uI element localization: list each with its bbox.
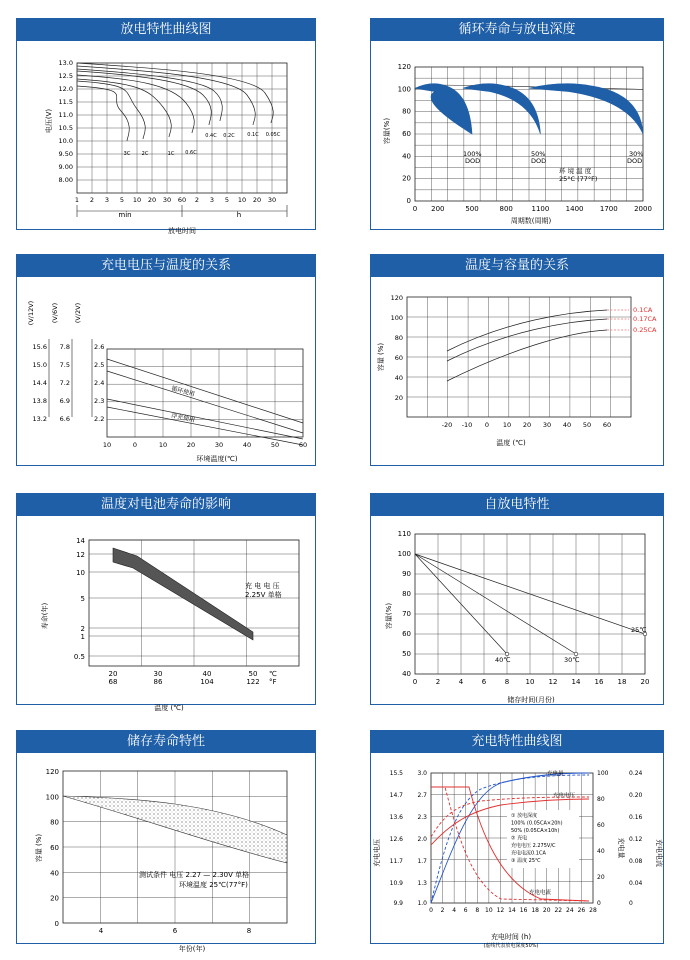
y-cur-tick: 0.16 <box>629 814 643 821</box>
label-50: 50% <box>531 150 546 158</box>
y6-tick: 7.8 <box>59 343 70 351</box>
panel-title: 循环寿命与放电深度 <box>371 19 663 41</box>
y-cap-tick: 60 <box>597 822 605 829</box>
y12-tick: 14.4 <box>32 379 47 387</box>
y-tick-label: 11.5 <box>58 98 73 106</box>
dod-band <box>415 84 472 134</box>
y-tick-label: 100 <box>397 550 411 558</box>
x-tick-label: 2 <box>435 678 441 686</box>
life-band <box>113 548 253 640</box>
right-axis-capacity-label: 充电量 <box>617 837 625 859</box>
series-label: 25℃ <box>631 626 647 634</box>
x-tick-label: 1100 <box>531 205 550 213</box>
y2-tick: 2.4 <box>94 379 105 387</box>
y-tick-label: 20 <box>50 894 59 903</box>
y-v2-tick: 3.0 <box>417 770 427 777</box>
x-tick-label: 28 <box>589 907 597 914</box>
y-axis-label: 寿命(年) <box>41 602 49 630</box>
chart-temp-capacity <box>371 277 663 465</box>
y-tick-label: 100 <box>45 793 59 802</box>
y-cap-tick: 20 <box>597 874 605 881</box>
x-tick-label: 6 <box>463 907 468 914</box>
panel-charge <box>370 730 664 949</box>
y6-tick: 6.9 <box>59 397 70 405</box>
x-tick-label: 40 <box>562 421 572 429</box>
y-tick-label: 60 <box>402 130 411 138</box>
x-tick-label: 0 <box>484 421 490 429</box>
x-tick-label: 3 <box>209 196 215 204</box>
x-tick-label: 2000 <box>634 205 652 213</box>
x-axis-label: 储存时间(月份) <box>507 696 555 704</box>
y-tick-label: 0.5 <box>73 653 85 661</box>
panel-title: 充电特性曲线图 <box>371 731 663 753</box>
y-v2-tick: 1.3 <box>417 880 427 887</box>
axis-label-6v: (V/6V) <box>51 302 59 324</box>
y-tick-label: 0 <box>54 920 59 928</box>
y2-tick: 2.5 <box>94 361 105 369</box>
right-axis-current-label: 充电电流 <box>655 839 663 867</box>
series-label: 0.1CA <box>633 306 653 314</box>
panel-discharge <box>16 18 316 235</box>
capacity-curve <box>447 330 607 381</box>
y-v2-tick: 1.7 <box>417 858 427 865</box>
series-label: 40℃ <box>495 656 511 664</box>
y-tick-label: 40 <box>402 670 411 678</box>
y-axis-label: 容量 (%) <box>377 342 385 372</box>
chart-discharge <box>17 41 315 235</box>
series-label: 0.2C <box>223 133 235 139</box>
panel-storage <box>16 730 316 953</box>
x-tick-label: 20 <box>252 196 262 204</box>
legend-line: 充电电流0.1CA <box>511 850 546 857</box>
panel-temp-capacity <box>370 254 664 466</box>
x-tick-label: 1400 <box>565 205 584 213</box>
series-label: 3C <box>123 151 131 157</box>
y-tick-label: 8.00 <box>58 176 73 184</box>
y-cur-tick: 0.08 <box>629 858 643 865</box>
y-v12-tick: 15.5 <box>389 770 403 777</box>
x-tick-label: 10 <box>102 441 112 449</box>
x-tick-label: 5 <box>224 196 230 204</box>
legend-line: 100% (0.05CA×20h) <box>511 820 563 827</box>
y-tick-label: 2 <box>80 625 85 633</box>
y-tick-label: 110 <box>397 530 411 538</box>
y-cap-tick: 0 <box>597 900 601 907</box>
y-tick-label: 40 <box>50 869 59 878</box>
y-v12-tick: 12.6 <box>389 836 403 843</box>
legend-line: ③ 温度 25℃ <box>511 858 541 864</box>
y-tick-label: 10.5 <box>58 124 73 132</box>
x-tick-c: 30 <box>153 670 163 678</box>
y-tick-label: 50 <box>402 650 411 658</box>
label-30-dod: DOD <box>627 157 643 165</box>
x-tick-label: 18 <box>531 907 539 914</box>
legend-line: 50% (0.05CA×10h) <box>511 828 560 834</box>
unit-f: °F <box>269 678 277 686</box>
y-tick-label: 80 <box>394 334 403 342</box>
x-tick-label: 5 <box>119 196 125 204</box>
y-v12-tick: 13.6 <box>389 814 403 821</box>
y12-tick: 15.0 <box>32 361 47 369</box>
y-axis-label: 容量 (%) <box>35 833 43 863</box>
y12-tick: 13.8 <box>32 397 47 405</box>
y-axis-label: 容量(%) <box>385 602 393 630</box>
y-tick-label: 12 <box>76 551 85 559</box>
y-v2-tick: 2.0 <box>417 836 427 843</box>
y-tick-label: 120 <box>45 768 59 776</box>
x-tick-label: 18 <box>617 678 627 686</box>
x-tick-label: 60 <box>177 196 187 204</box>
capacity-curve <box>447 310 607 351</box>
left-axis-label: 充电电压 <box>373 839 381 867</box>
y-tick-label: 120 <box>390 294 403 302</box>
y-tick-label: 80 <box>402 107 411 116</box>
x-tick-f: 68 <box>108 678 118 686</box>
x-tick-label: 2 <box>194 196 200 204</box>
x-axis-label: 充电时间 (h) <box>490 933 532 941</box>
x-tick-label: 1 <box>74 196 80 204</box>
discharge-curve <box>77 86 129 141</box>
label-50-dod: DOD <box>531 157 547 165</box>
panel-title: 放电特性曲线图 <box>17 19 315 41</box>
unit-c: ℃ <box>269 670 277 678</box>
panel-title: 储存寿命特性 <box>17 731 315 753</box>
legend-line: 充电电压 2.275V/C <box>511 843 556 849</box>
x-tick-label: 2 <box>89 196 95 204</box>
y-tick-label: 10 <box>76 569 85 577</box>
y-tick-label: 100 <box>397 85 411 94</box>
series-label-voltage: 充电电压 <box>553 793 576 799</box>
y-axis-label: 容量(%) <box>383 117 391 145</box>
panel-temp-life <box>16 493 316 712</box>
x-tick-label: 50 <box>270 441 280 449</box>
x-axis-label: 环境温度(℃) <box>196 455 238 463</box>
env-label: 环 境 温 度 <box>559 167 592 175</box>
x-tick-label: 4 <box>458 678 464 686</box>
y-cur-tick: 0.20 <box>629 792 643 799</box>
x-tick-label: 50 <box>582 421 592 429</box>
x-tick-c: 50 <box>248 670 258 678</box>
y2-tick: 2.2 <box>94 415 105 423</box>
x-tick-label: 30 <box>267 196 277 204</box>
x-tick-label: 2 <box>440 907 445 914</box>
y-tick-label: 80 <box>402 590 411 598</box>
panel-charge-volt-temp <box>16 254 316 466</box>
y-v2-tick: 2.7 <box>417 792 427 799</box>
series-label-current: 充电电流 <box>529 890 552 896</box>
x-axis-label: 放电时间 <box>168 227 196 235</box>
x-tick-label: 20 <box>522 421 532 429</box>
y6-tick: 6.6 <box>59 415 70 423</box>
x-tick-label: 22 <box>554 907 563 914</box>
x-tick-label: 800 <box>499 205 513 213</box>
y-tick-label: 80 <box>50 818 59 827</box>
chart-cycle <box>371 41 663 229</box>
y-tick-label: 100 <box>390 314 403 322</box>
x-tick-label: 40 <box>242 441 252 449</box>
float-lower <box>107 407 303 445</box>
x-tick-label: 4 <box>98 927 104 935</box>
y-cur-tick: 0.12 <box>629 836 643 843</box>
x-tick-label: 30 <box>162 196 172 204</box>
x-tick-label: 200 <box>431 205 445 213</box>
y12-tick: 13.2 <box>32 415 47 423</box>
dod-band <box>463 84 541 134</box>
y-tick-label: 13.0 <box>58 59 73 67</box>
annotation-voltage-value: 2.25V 单格 <box>245 591 282 599</box>
x-tick-label: -10 <box>461 421 473 429</box>
chart-charge-volt-temp <box>17 277 315 465</box>
panel-title: 充电电压与温度的关系 <box>17 255 315 277</box>
x-tick-label: 1700 <box>599 205 618 213</box>
x-tick-label: 20 <box>147 196 157 204</box>
x-tick-label: 10 <box>158 441 168 449</box>
y-cur-tick: 0.24 <box>629 770 643 777</box>
label-100: 100% <box>463 150 482 158</box>
chart-temp-life <box>17 516 315 712</box>
x-tick-label: 8 <box>475 907 480 914</box>
y-tick-label: 20 <box>394 394 403 402</box>
x-group-h: h <box>236 211 242 219</box>
series-label: 0.17CA <box>633 315 657 323</box>
y-cap-tick: 100 <box>597 770 609 777</box>
cycle-upper <box>107 359 303 423</box>
x-tick-label: 14 <box>508 907 516 914</box>
x-axis-label: 周期数(周期) <box>510 217 552 225</box>
y-tick-label: 12.0 <box>58 85 73 93</box>
x-tick-label: 24 <box>566 907 574 914</box>
float-upper <box>107 399 303 439</box>
y-tick-label: 60 <box>394 354 403 362</box>
x-tick-label: 20 <box>542 907 551 914</box>
y-v12-tick: 11.7 <box>389 858 403 865</box>
y-tick-label: 90 <box>402 570 411 578</box>
panel-title: 自放电特性 <box>371 494 663 516</box>
legend-line: ② 充电 <box>511 835 528 842</box>
chart-storage <box>17 753 315 953</box>
axis-label-12v: (V/12V) <box>27 300 35 326</box>
x-tick-label: 10 <box>525 678 535 686</box>
panel-title: 温度与容量的关系 <box>371 255 663 277</box>
x-tick-label: 20 <box>640 678 650 686</box>
x-tick-label: 0 <box>412 205 418 213</box>
x-tick-label: 30 <box>542 421 552 429</box>
x-tick-f: 122 <box>246 678 260 686</box>
y-tick-label: 70 <box>402 610 411 618</box>
y-cur-tick: 0 <box>629 900 633 907</box>
y-cap-tick: 40 <box>597 848 605 855</box>
y-tick-label: 20 <box>402 174 411 183</box>
discharge-curve <box>77 75 194 133</box>
x-tick-label: 6 <box>481 678 487 686</box>
env-value: 25°C (77°F) <box>559 175 598 183</box>
discharge-curve <box>77 63 273 123</box>
annotation-voltage: 充 电 电 压 <box>245 582 280 590</box>
y-tick-label: 120 <box>397 63 411 71</box>
series-label: 0.1C <box>247 132 259 138</box>
y-tick-label: 5 <box>80 595 85 603</box>
x-tick-label: 20 <box>186 441 196 449</box>
legend-line: ① 放电深度 <box>511 813 538 819</box>
panel-cycle <box>370 18 664 230</box>
x-tick-label: 16 <box>594 678 604 686</box>
x-tick-label: 60 <box>298 441 308 449</box>
note-test-condition: 测试条件 电压 2.27 — 2.30V 单格 <box>139 871 250 879</box>
dod-band <box>529 84 643 134</box>
panel-self-discharge <box>370 493 664 705</box>
label-30: 30% <box>629 150 644 158</box>
x-tick-label: 0 <box>412 678 418 686</box>
axis-label-2v: (V/2V) <box>74 302 82 324</box>
x-tick-label: 60 <box>602 421 612 429</box>
x-tick-label: -20 <box>441 421 453 429</box>
x-tick-label: 30 <box>214 441 224 449</box>
x-tick-label: 10 <box>502 421 512 429</box>
chart-charge <box>371 753 663 949</box>
x-tick-label: 26 <box>577 907 586 914</box>
x-tick-f: 104 <box>200 678 214 686</box>
x-tick-label: 8 <box>246 927 252 935</box>
x-axis-label: 温度 (℃) <box>496 439 526 447</box>
y-tick-label: 40 <box>402 152 411 161</box>
series-label: 30℃ <box>564 656 580 664</box>
x-group-min: min <box>118 211 132 219</box>
y-cur-tick: 0.04 <box>629 880 643 887</box>
chart-self-discharge <box>371 516 663 704</box>
y-tick-label: 60 <box>50 844 59 852</box>
y-v12-tick: 14.7 <box>389 792 403 799</box>
discharge-curve <box>77 71 211 125</box>
y-tick-label: 60 <box>402 630 411 638</box>
series-cycle-label: 循环使用 <box>170 385 196 399</box>
series-label: 0.4C <box>205 133 217 139</box>
plot-grid <box>77 63 287 193</box>
y12-tick: 15.6 <box>32 343 47 351</box>
y-tick-label: 9.00 <box>58 163 73 171</box>
note-env-temp: 环境温度 25℃(77°F) <box>179 881 248 889</box>
x-tick-label: 3 <box>104 196 110 204</box>
x-tick-label: 0 <box>429 907 433 914</box>
series-float-label: 浮充使用 <box>170 412 196 424</box>
discharge-curve <box>77 81 145 139</box>
y-tick-label: 1 <box>80 633 85 641</box>
x-tick-label: 10 <box>485 907 493 914</box>
y-cap-tick: 80 <box>597 796 605 803</box>
x-tick-label: 6 <box>172 927 178 935</box>
y2-tick: 2.3 <box>94 397 105 405</box>
x-tick-label: 10 <box>132 196 142 204</box>
y-tick-label: 14 <box>76 537 85 545</box>
panel-title: 温度对电池寿命的影响 <box>17 494 315 516</box>
y-axis-label: 电压(V) <box>45 108 53 134</box>
y-tick-label: 11.0 <box>58 111 73 119</box>
x-tick-label: 4 <box>452 907 457 914</box>
series-label: 0.05C <box>265 132 281 138</box>
series-label: 2C <box>141 151 149 157</box>
x-axis-label: 年份(年) <box>178 945 206 953</box>
y-tick-label: 9.50 <box>58 150 73 158</box>
y2-tick: 2.6 <box>94 343 105 351</box>
y-tick-label: 12.5 <box>58 72 73 80</box>
x-axis-label: 温度 (℃) <box>154 704 184 712</box>
y-v12-tick: 10.9 <box>389 880 403 887</box>
y-tick-label: 40 <box>394 374 403 382</box>
footer-dashed: (虚线代表放电深度50%) <box>483 943 539 949</box>
x-tick-label: 0 <box>132 441 138 449</box>
discharge-curve <box>77 79 171 137</box>
x-tick-label: 12 <box>496 907 505 914</box>
label-100-dod: DOD <box>465 157 481 165</box>
series-label-capacity: 充电量 <box>547 771 564 777</box>
self-discharge-line <box>415 554 576 654</box>
series-label: 0.25CA <box>633 326 657 334</box>
discharge-curve <box>77 66 255 125</box>
x-tick-label: 12 <box>548 678 558 686</box>
x-tick-c: 40 <box>202 670 212 678</box>
x-tick-f: 86 <box>153 678 163 686</box>
x-tick-label: 16 <box>519 907 528 914</box>
y-v2-tick: 2.3 <box>417 814 427 821</box>
x-tick-label: 14 <box>571 678 581 686</box>
series-label: 1C <box>167 151 175 157</box>
x-tick-label: 8 <box>504 678 510 686</box>
y6-tick: 7.5 <box>59 361 70 369</box>
y-tick-label: 0 <box>406 197 411 205</box>
y6-tick: 7.2 <box>59 379 70 387</box>
x-tick-label: 10 <box>237 196 247 204</box>
y-tick-label: 10.0 <box>58 137 73 145</box>
series-label: 0.6C <box>185 150 197 156</box>
y-v2-tick: 1.0 <box>417 900 427 907</box>
y-v12-tick: 9.9 <box>393 900 403 907</box>
x-tick-label: 500 <box>465 205 479 213</box>
x-tick-c: 20 <box>108 670 118 678</box>
